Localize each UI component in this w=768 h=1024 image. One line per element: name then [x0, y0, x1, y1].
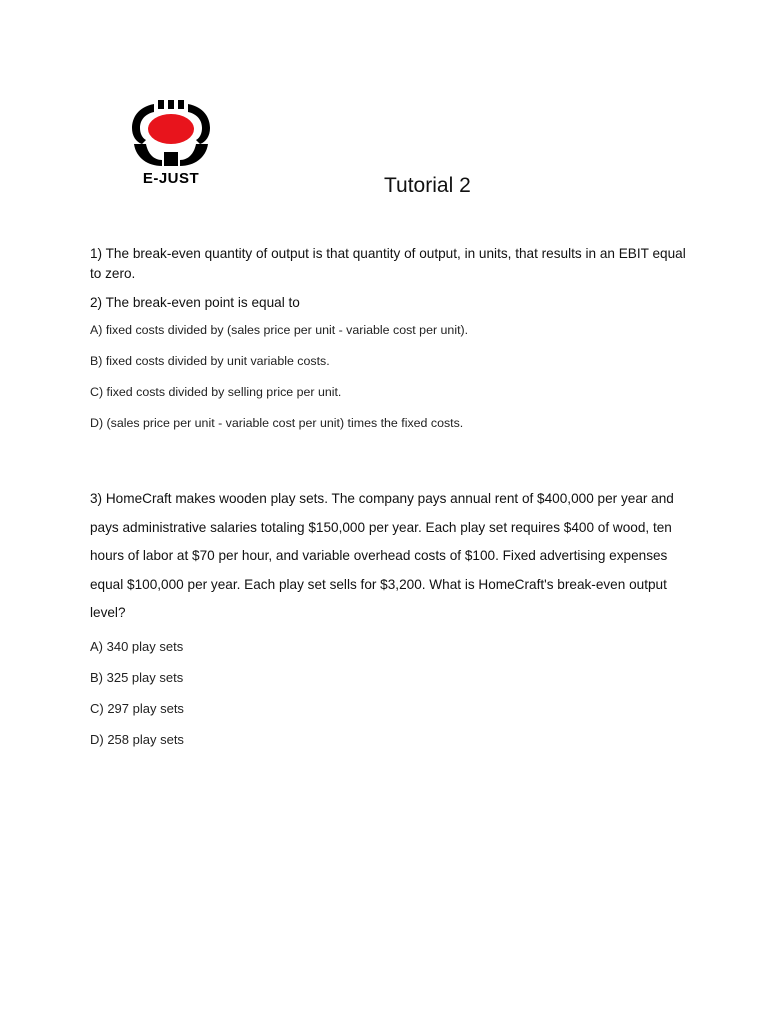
ejust-emblem-icon — [128, 98, 214, 170]
question-3-option-d: D) 258 play sets — [90, 731, 184, 747]
question-2-option-d: D) (sales price per unit - variable cost per unit) times the fixed costs. — [90, 416, 464, 430]
question-3-option-b: B) 325 play sets — [90, 669, 184, 685]
question-3-option-c: C) 297 play sets — [90, 700, 184, 716]
question-1: 1) The break-even quantity of output is that quantity of output, in units, that results in an EBIT equal to zero. — [90, 246, 686, 281]
question-3-option-a: A) 340 play sets — [90, 638, 184, 654]
question-3: 3) HomeCraft makes wooden play sets. The company pays annual rent of $400,000 per year and pays administrative salaries totaling $150,000 per year. Each play set requires $400 of wood, ten hours of labor at $70 per hour, and variable overhead costs of $100. Fixed advertising expenses equal $100,000 per year. Each play set sells for $3,200. What is HomeCraft's break-even output level? — [90, 491, 674, 620]
question-2: 2) The break-even point is equal to — [90, 295, 300, 310]
document-body — [90, 244, 690, 762]
page-title: Tutorial 2 — [384, 174, 471, 197]
ejust-logo — [128, 98, 218, 190]
logo-text: E-JUST — [142, 170, 200, 187]
question-2-option-c: C) fixed costs divided by selling price per unit. — [90, 385, 342, 399]
question-2-option-a: A) fixed costs divided by (sales price per unit - variable cost per unit). — [90, 323, 469, 337]
question-2-option-b: B) fixed costs divided by unit variable costs. — [90, 354, 330, 368]
